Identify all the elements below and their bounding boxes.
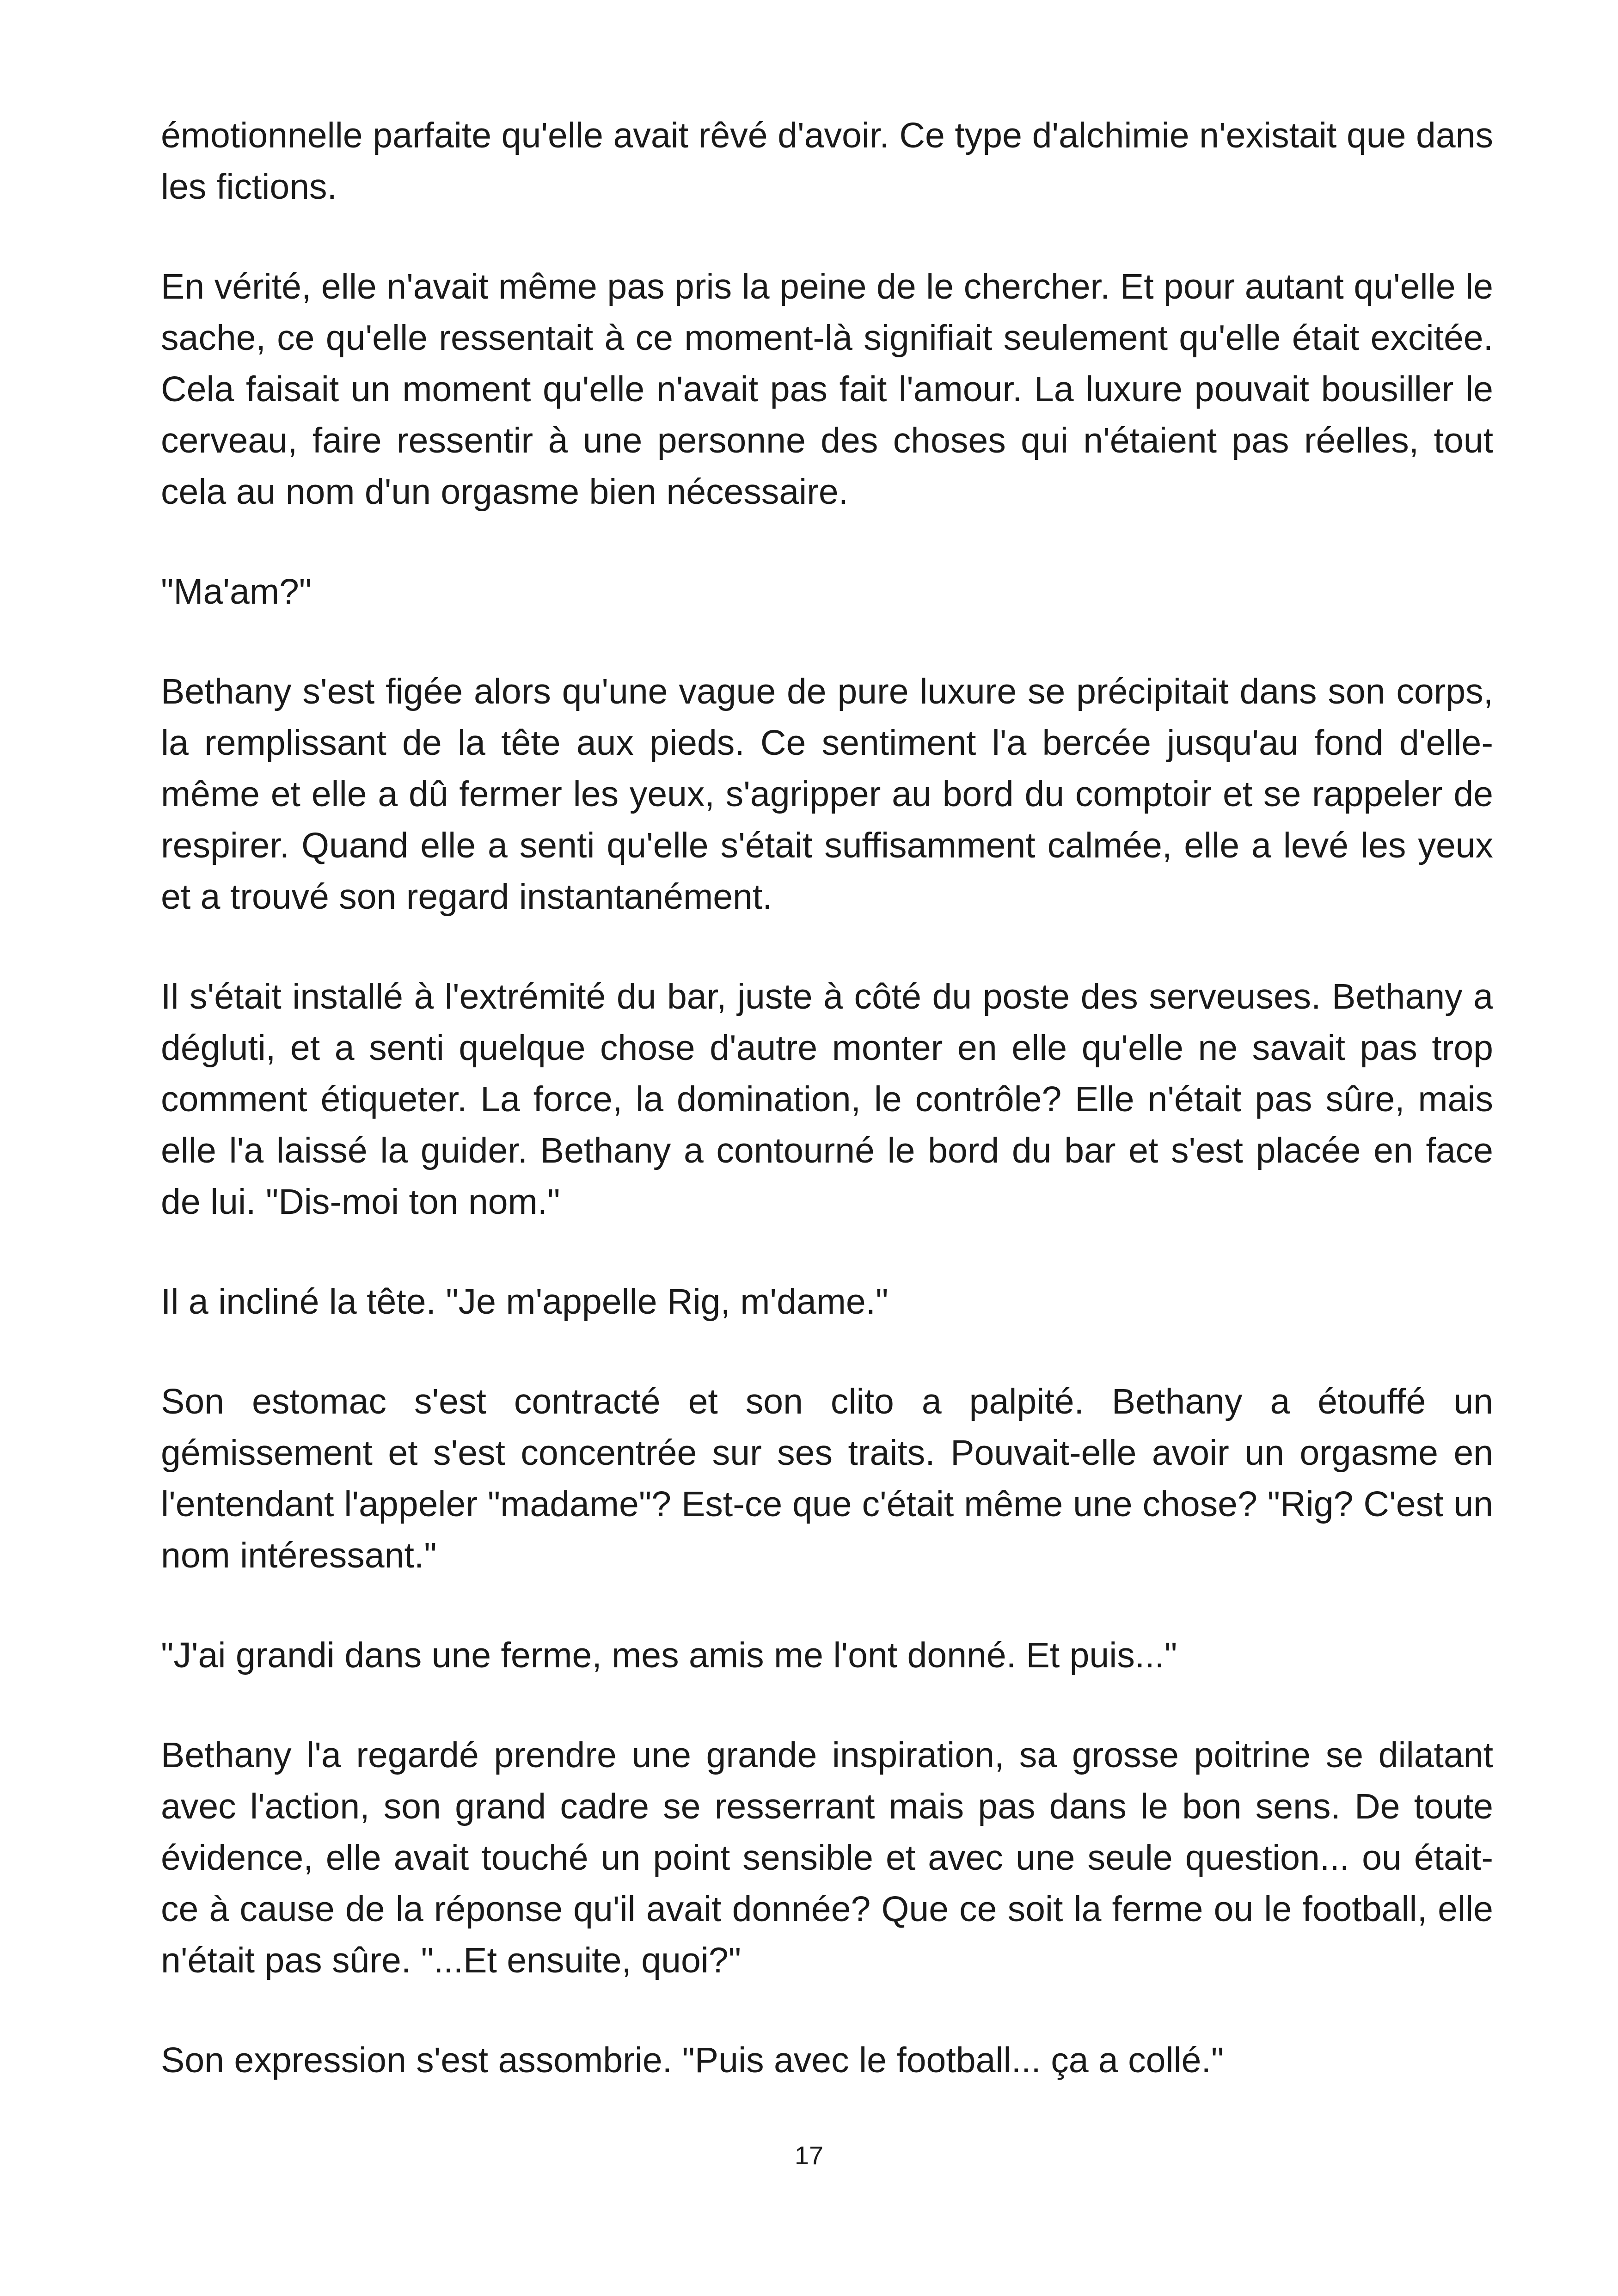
paragraph: Bethany l'a regardé prendre une grande inspiration, sa grosse poitrine se dilatant avec l'action, son grand cadre se resserrant mais pas dans le bon sens. De toute évidence, elle avait touché un point sensible et avec une seule question... ou était-ce à cause de la réponse qu'il avait donnée? Que ce soit la ferme ou le football, elle n'était pas sûre. "...Et ensuite, quoi?" (161, 1735, 1493, 1980)
paragraph: En vérité, elle n'avait même pas pris la peine de le chercher. Et pour autant qu'elle le sache, ce qu'elle ressentait à ce moment-là signifiait seulement qu'elle était excitée. Cela faisait un moment qu'elle n'avait pas fait l'amour. La luxure pouvait bousiller le cerveau, faire ressentir à une personne des choses qui n'étaient pas réelles, tout cela au nom d'un orgasme bien nécessaire. (161, 267, 1493, 512)
paragraph: Il s'était installé à l'extrémité du bar, juste à côté du poste des serveuses. Bethany a dégluti, et a senti quelque chose d'autre monter en elle qu'elle ne savait pas trop comment étiqueter. La force, la domination, le contrôle? Elle n'était pas sûre, mais elle l'a laissé la guider. Bethany a contourné le bord du bar et s'est placée en face de lui. "Dis-moi ton nom." (161, 977, 1493, 1222)
body-text (161, 110, 1493, 2135)
paragraph: Bethany s'est figée alors qu'une vague de pure luxure se précipitait dans son corps, la remplissant de la tête aux pieds. Ce sentiment l'a bercée jusqu'au fond d'elle-même et elle a dû fermer les yeux, s'agripper au bord du comptoir et se rappeler de respirer. Quand elle a senti qu'elle s'était suffisamment calmée, elle a levé les yeux et a trouvé son regard instantanément. (161, 672, 1493, 917)
paragraph: "Ma'am?" (161, 572, 312, 612)
paragraph: émotionnelle parfaite qu'elle avait rêvé d'avoir. Ce type d'alchimie n'existait que dans les fictions. (161, 116, 1493, 207)
paragraph: "J'ai grandi dans une ferme, mes amis me l'ont donné. Et puis..." (161, 1635, 1177, 1675)
paragraph: Il a incliné la tête. "Je m'appelle Rig, m'dame." (161, 1282, 889, 1322)
paragraph: Son expression s'est assombrie. "Puis avec le football... ça a collé." (161, 2040, 1224, 2080)
page-number: 17 (794, 2141, 824, 2170)
paragraph: Son estomac s'est contracté et son clito a palpité. Bethany a étouffé un gémissement et s'est concentrée sur ses traits. Pouvait-elle avoir un orgasme en l'entendant l'appeler "madame"? Est-ce que c'était même une chose? "Rig? C'est un nom intéressant." (161, 1382, 1493, 1575)
